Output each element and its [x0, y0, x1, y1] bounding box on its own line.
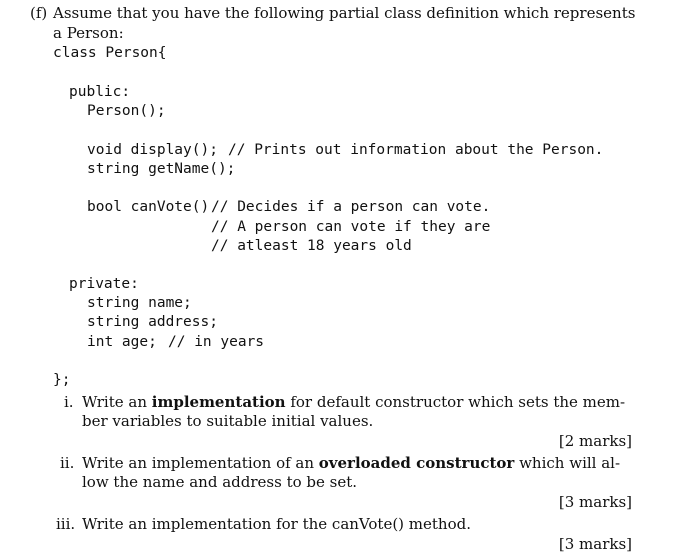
part-i-label: i. [64, 393, 74, 411]
part-iii-line1: Write an implementation for the canVote() method. [82, 515, 471, 533]
part-ii-label: ii. [60, 454, 75, 472]
code-canvote-comment3: // atleast 18 years old [211, 238, 412, 254]
code-private: private: [69, 276, 139, 292]
part-ii-line1: Write an implementation of an overloaded constructor which will al- [82, 454, 621, 472]
code-field-address: string address; [87, 314, 218, 330]
code-canvote-decl: bool canVote() [87, 199, 210, 215]
part-i-bold: implementation [151, 393, 286, 411]
code-getname-decl: string getName(); [87, 161, 236, 177]
part-iii-marks: [3 marks] [558, 535, 632, 553]
question-intro-line2: a Person: [53, 24, 124, 42]
code-display-comment: // Prints out information about the Person. [228, 142, 604, 158]
part-i-line1: Write an implementation for default constructor which sets the mem- [82, 393, 626, 411]
part-iii-label: iii. [56, 515, 76, 533]
code-canvote-comment1: // Decides if a person can vote. [211, 199, 491, 215]
question-intro-line1: Assume that you have the following partial class definition which represents [53, 4, 636, 22]
code-class-open: class Person{ [53, 45, 167, 61]
code-field-age: int age; [87, 334, 157, 350]
code-display-decl: void display(); [87, 142, 218, 158]
part-ii-marks: [3 marks] [558, 493, 632, 511]
code-class-close: }; [53, 372, 71, 388]
part-i-line2: ber variables to suitable initial values. [82, 412, 374, 430]
code-field-name: string name; [87, 295, 192, 311]
question-label: (f) [30, 4, 48, 22]
code-canvote-comment2: // A person can vote if they are [211, 219, 491, 235]
part-ii-bold: overloaded constructor [318, 454, 515, 472]
code-field-age-comment: // in years [168, 334, 265, 350]
part-i-marks: [2 marks] [558, 432, 632, 450]
part-ii-line2: low the name and address to be set. [82, 473, 358, 491]
code-public: public: [69, 84, 131, 100]
code-constructor: Person(); [87, 103, 166, 119]
